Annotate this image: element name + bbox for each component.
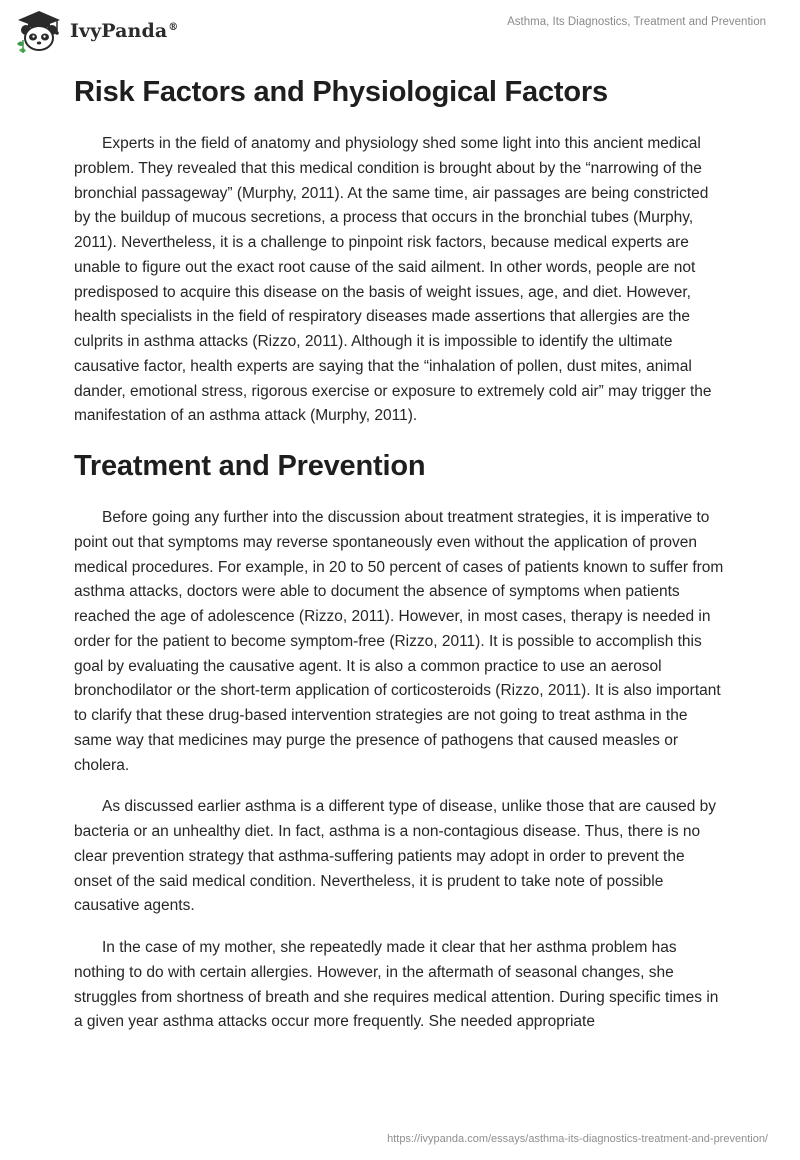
page-header	[0, 0, 800, 62]
document-title: Asthma, Its Diagnostics, Treatment and Prevention	[507, 16, 766, 28]
section-heading-risk-factors: Risk Factors and Physiological Factors	[74, 76, 608, 108]
essay-content	[74, 74, 726, 1052]
paragraph: In the case of my mother, she repeatedly made it clear that her asthma problem has nothing to do with certain allergies. However, in the aftermath of seasonal changes, she struggles from shortness of breath and she requires medical attention. During specific times in a given year asthma attacks occur more frequently. She needed appropriate	[74, 939, 719, 1031]
paragraph: Before going any further into the discussion about treatment strategies, it is imperative to point out that symptoms may reverse spontaneously even without the application of proven medical procedures. For example, in 20 to 50 percent of cases of patients known to suffer from asthma attacks, doctors were able to document the absence of symptoms when patients reached the age of adolescence (Rizzo, 2011). However, in most cases, therapy is needed in order for the patient to become symptom-free (Rizzo, 2011). It is possible to accomplish this goal by evaluating the causative agent. It is also a common practice to use an aerosol bronchodilator or the short-term application of corticosteroids (Rizzo, 2011). It is also important to clarify that these drug-based intervention strategies are not going to treat asthma in the same way that medicines may purge the presence of pathogens that caused measles or cholera.	[74, 509, 724, 774]
section-heading-treatment: Treatment and Prevention	[74, 450, 426, 482]
ivypanda-logo[interactable]	[14, 8, 178, 54]
source-url[interactable]: https://ivypanda.com/essays/asthma-its-diagnostics-treatment-and-prevention/	[387, 1133, 768, 1145]
paragraph: Experts in the field of anatomy and physiology shed some light into this ancient medical problem. They revealed that this medical condition is brought about by the “narrowing of the bronchial passageway” (Murphy, 2011). At the same time, air passages are being constricted by the buildup of mucous secretions, a process that occurs in the bronchial tubes (Murphy, 2011). Nevertheless, it is a challenge to pinpoint risk factors, because medical experts are unable to figure out the exact root cause of the said ailment. In other words, people are not predisposed to acquire this disease on the basis of weight issues, age, and diet. However, health specialists in the field of respiratory diseases made assertions that allergies are the culprits in asthma attacks (Rizzo, 2011). Although it is impossible to identify the ultimate causative factor, health experts are saying that the “inhalation of pollen, dust mites, animal dander, emotional stress, rigorous exercise or exposure to extremely cold air” may trigger the manifestation of an asthma attack (Murphy, 2011).	[74, 135, 712, 425]
logo-wordmark: IvyPanda®	[70, 20, 179, 42]
paragraph: As discussed earlier asthma is a different type of disease, unlike those that are caused by bacteria or an unhealthy diet. In fact, asthma is a non-contagious disease. Thus, there is no clear prevention strategy that asthma-suffering patients may adopt in order to prevent the onset of the said medical condition. Nevertheless, it is prudent to take note of possible causative agents.	[74, 798, 717, 915]
panda-graduate-icon	[14, 8, 64, 54]
